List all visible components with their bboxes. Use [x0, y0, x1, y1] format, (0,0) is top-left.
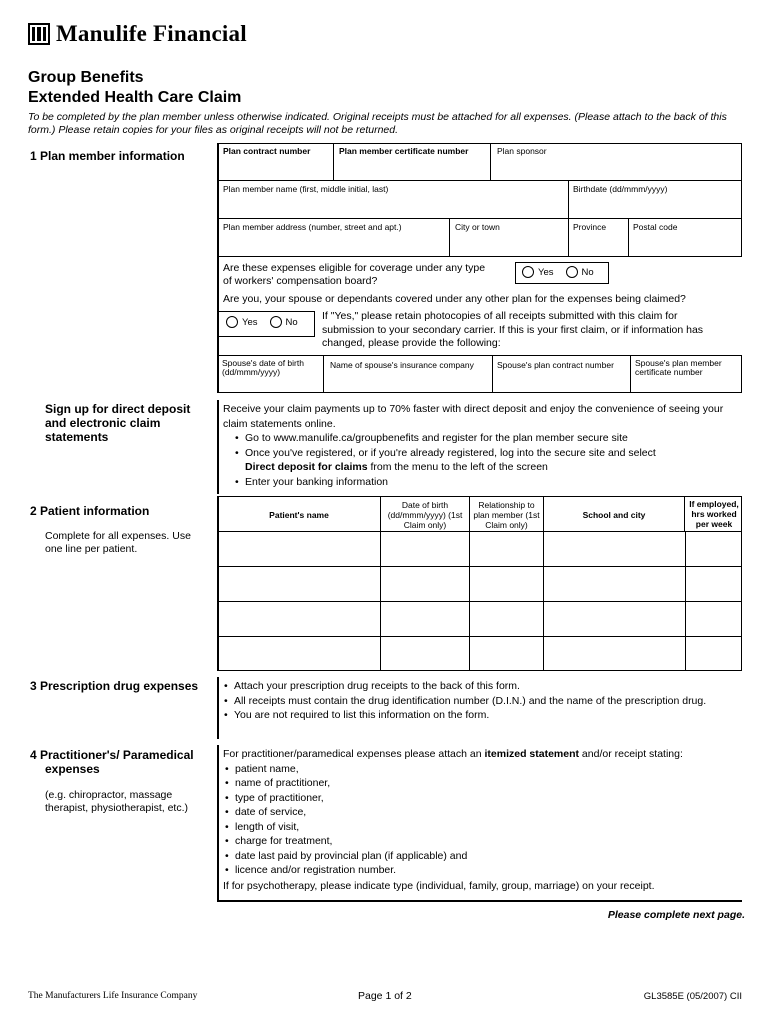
other-plan-note: If "Yes," please retain photocopies of all receipts submitted with this claim for submission to your secondary carrier. If this is your first claim, or if information has changed, please provide the following: — [322, 310, 704, 349]
workers-comp-no[interactable] — [566, 266, 594, 278]
receipt-item: • length of visit, — [213, 820, 743, 835]
patient-relationship-header: Relationship to plan member (1st Claim only) — [473, 500, 540, 530]
direct-deposit-content — [223, 402, 743, 489]
section-4-closing: If for psychotherapy, please indicate type (individual, family, group, marriage) on your receipt. — [223, 879, 655, 892]
section-3-item-1: • Attach your prescription drug receipts to the back of this form. — [212, 679, 742, 694]
direct-deposit-steps — [223, 431, 743, 489]
step-2-tail: from the menu to the left of the screen — [367, 461, 548, 473]
manulife-logo-icon — [28, 23, 50, 45]
receipt-item: • charge for treatment, — [213, 834, 743, 849]
brand-name: Manulife Financial — [56, 21, 247, 46]
footer-company: The Manufacturers Life Insurance Company — [28, 991, 198, 1001]
direct-deposit-step-3: • Enter your banking information — [223, 475, 743, 490]
other-plan-no[interactable] — [270, 316, 298, 328]
receipt-item: • name of practitioner, — [213, 776, 743, 791]
workers-comp-options — [522, 266, 594, 278]
direct-deposit-rule — [217, 400, 219, 494]
receipt-item: • patient name, — [213, 762, 743, 777]
city-label: City or town — [455, 222, 500, 232]
spouse-insurer-label: Name of spouse's insurance company — [330, 360, 474, 370]
manulife-logo — [28, 21, 247, 47]
section-4-content — [223, 747, 743, 893]
radio-icon[interactable] — [226, 316, 238, 328]
footer-page-number: Page 1 of 2 — [358, 990, 412, 1002]
direct-deposit-heading: Sign up for direct deposit and electronic claim statements — [45, 402, 191, 444]
radio-icon[interactable] — [270, 316, 282, 328]
yes-label: Yes — [538, 266, 554, 278]
section-4-heading: 4 Practitioner's/ Paramedical expenses — [30, 748, 194, 776]
receipt-item: • date last paid by provincial plan (if applicable) and — [213, 849, 743, 864]
patient-name-header: Patient's name — [269, 510, 329, 520]
section-3-instructions — [212, 679, 742, 723]
section-3-item-2: • All receipts must contain the drug identification number (D.I.N.) and the name of the prescription drug. — [212, 694, 742, 709]
patient-row-2[interactable] — [219, 567, 741, 601]
section-1-heading: 1 Plan member information — [30, 149, 185, 163]
section-4-intro-tail: and/or receipt stating: — [579, 748, 683, 760]
section-3-heading: 3 Prescription drug expenses — [30, 679, 199, 693]
form-title-group: Group Benefits — [28, 69, 144, 86]
spouse-certificate-label: Spouse's plan member certificate number — [635, 358, 722, 377]
patient-hours-header: If employed, hrs worked per week — [689, 499, 739, 529]
patient-row-4[interactable] — [219, 637, 741, 670]
plan-member-certificate-label: Plan member certificate number — [339, 146, 469, 156]
section-4-bottom-rule — [217, 900, 742, 902]
patient-school-header: School and city — [582, 510, 646, 520]
address-label: Plan member address (number, street and apt.) — [223, 222, 402, 232]
radio-icon[interactable] — [566, 266, 578, 278]
workers-comp-yes[interactable] — [522, 266, 554, 278]
yes-label: Yes — [242, 316, 258, 328]
step-2-text: Once you've registered, or if you're already registered, log into the secure site and select — [245, 446, 656, 459]
section-2-heading: 2 Patient information — [30, 504, 150, 518]
receipt-item: • date of service, — [213, 805, 743, 820]
no-label: No — [581, 266, 594, 278]
patient-row-1[interactable] — [219, 532, 741, 566]
section-3-item-3: • You are not required to list this information on the form. — [212, 708, 742, 723]
plan-member-name-label: Plan member name (first, middle initial, last) — [223, 184, 389, 194]
postal-code-label: Postal code — [633, 222, 678, 232]
patient-dob-header: Date of birth (dd/mmm/yyyy) (1st Claim only) — [387, 500, 463, 530]
direct-deposit-intro: Receive your claim payments up to 70% faster with direct deposit and enjoy the convenience of seeing your claim statements online. — [223, 403, 724, 430]
section-2-instructions: Complete for all expenses. Use one line per patient. — [45, 530, 191, 555]
footer-form-code: GL3585E (05/2007) CII — [643, 991, 742, 1002]
section-4-intro-text: For practitioner/paramedical expenses please attach an — [223, 748, 485, 760]
patient-row-3[interactable] — [219, 602, 741, 636]
other-plan-options — [226, 316, 298, 328]
section-4-receipt-items — [213, 762, 743, 878]
birthdate-label: Birthdate (dd/mmm/yyyy) — [573, 184, 668, 194]
plan-contract-number-label: Plan contract number — [223, 146, 311, 156]
workers-comp-question-line-2: of workers' compensation board? — [223, 275, 378, 287]
next-page-note: Please complete next page. — [607, 909, 745, 921]
receipt-item: • licence and/or registration number. — [213, 863, 743, 878]
other-plan-yes[interactable] — [226, 316, 258, 328]
no-label: No — [285, 316, 298, 328]
direct-deposit-step-2 — [223, 446, 743, 475]
spouse-dob-label: Spouse's date of birth (dd/mmm/yyyy) — [222, 358, 304, 377]
province-label: Province — [573, 222, 607, 232]
itemized-statement-text: itemized statement — [484, 748, 580, 760]
spouse-contract-label: Spouse's plan contract number — [497, 360, 614, 370]
section-4-intro — [223, 747, 743, 762]
direct-deposit-step-1: • Go to www.manulife.ca/groupbenefits and register for the plan member secure site — [223, 431, 743, 446]
workers-comp-question-line-1: Are these expenses eligible for coverage under any type — [223, 262, 486, 274]
direct-deposit-menu-link: Direct deposit for claims — [245, 461, 368, 473]
radio-icon[interactable] — [522, 266, 534, 278]
form-title-claim: Extended Health Care Claim — [28, 89, 242, 106]
section-4-examples: (e.g. chiropractor, massage therapist, physiotherapist, etc.) — [45, 789, 188, 814]
other-plan-question: Are you, your spouse or dependants covered under any other plan for the expenses being claimed? — [223, 293, 686, 305]
receipt-item: • type of practitioner, — [213, 791, 743, 806]
workers-comp-question — [223, 262, 513, 288]
plan-sponsor-label: Plan sponsor — [497, 146, 547, 156]
form-instructions: To be completed by the plan member unless otherwise indicated. Original receipts must be attached for all expenses. (Please attach to the back of this form.) Please retain copies for your files as original receipts will not be returned. — [28, 111, 727, 136]
